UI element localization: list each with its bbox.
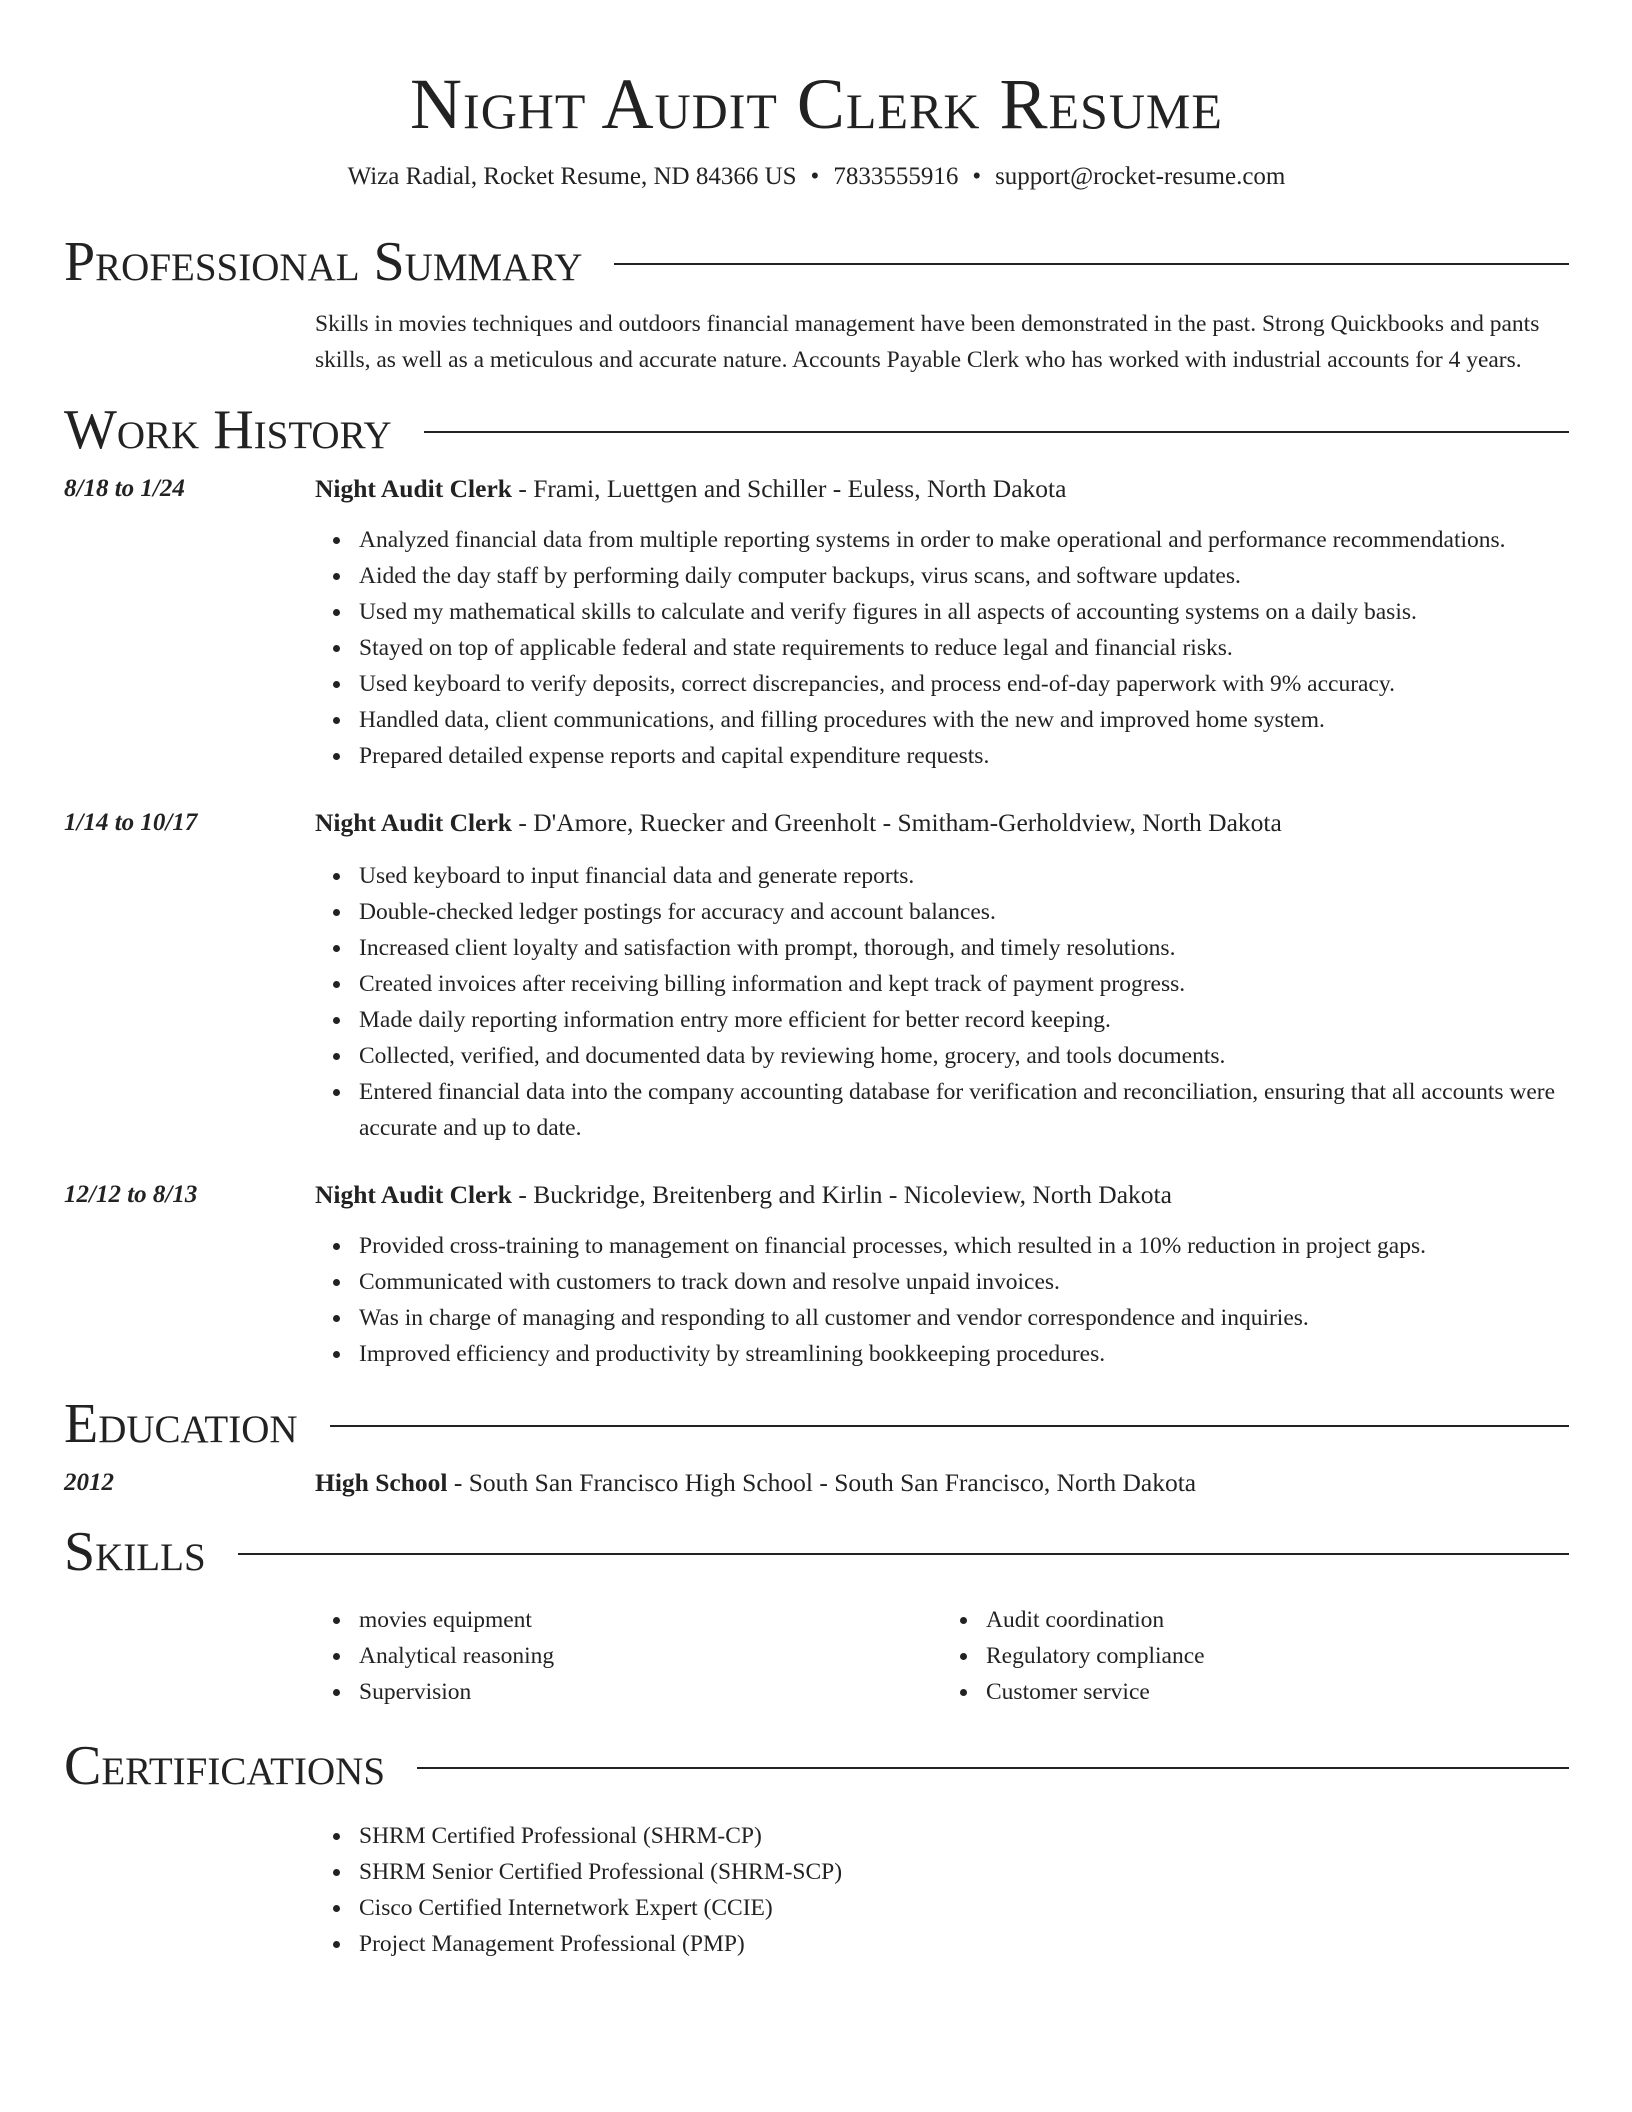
section-divider [424,431,1569,433]
job-heading [315,472,1569,506]
job-title: Night Audit Clerk [315,808,512,837]
list-item: Created invoices after receiving billing information and kept track of payment progress. [359,966,1569,1002]
certification-item: Cisco Certified Internetwork Expert (CCIE) [359,1890,1569,1926]
list-item: Made daily reporting information entry more efficient for better record keeping. [359,1002,1569,1038]
skills-right-column [942,1602,1569,1710]
job-title: Night Audit Clerk [315,474,512,503]
list-item: Analyzed financial data from multiple reporting systems in order to make operational and performance recommendations. [359,522,1569,558]
list-item: Provided cross-training to management on financial processes, which resulted in a 10% reduction in project gaps. [359,1228,1569,1264]
skill-item: Audit coordination [986,1602,1569,1638]
skill-item: Customer service [986,1674,1569,1710]
summary-text: Skills in movies techniques and outdoors financial management have been demonstrated in the past. Strong Quickbooks and pants skills, as well as a meticulous and accurate nature. Accounts Payable Clerk who has worked with industrial accounts for 4 years. [315,311,1540,373]
section-divider [417,1767,1569,1769]
contact-separator: • [810,163,820,190]
certifications-list-wrapper [315,1818,1569,1962]
job-dates: 1/14 to 10/17 [64,809,198,836]
list-item: Aided the day staff by performing daily computer backups, virus scans, and software updates. [359,558,1569,594]
section-divider [238,1553,1569,1555]
certification-item: SHRM Certified Professional (SHRM-CP) [359,1818,1569,1854]
job-dates: 8/18 to 1/24 [64,475,185,502]
skill-item: movies equipment [359,1602,942,1638]
job-title: Night Audit Clerk [315,1180,512,1209]
job-bullets [315,1228,1569,1372]
skills-left-column [315,1602,942,1710]
contact-address: Wiza Radial, Rocket Resume, ND 84366 US [347,163,797,190]
job-bullets [315,858,1569,1146]
skill-item: Supervision [359,1674,942,1710]
list-item: Prepared detailed expense reports and capital expenditure requests. [359,738,1569,774]
resume-title: Night Audit Clerk Resume [410,64,1223,144]
education-section-heading [64,1392,1569,1456]
job-details: - D'Amore, Ruecker and Greenholt - Smitham-Gerholdview, North Dakota [511,808,1282,837]
job-body [315,806,1569,1146]
list-item: Collected, verified, and documented data by reviewing home, grocery, and tools documents. [359,1038,1569,1074]
education-degree: High School [315,1468,448,1497]
job-details: - Frami, Luettgen and Schiller - Euless, North Dakota [511,474,1067,503]
job-entry [64,1178,1569,1372]
list-item: Entered financial data into the company accounting database for verification and reconciliation, ensuring that all accounts were accurate and up to date. [359,1074,1569,1146]
job-heading [315,806,1569,840]
job-body [315,472,1569,774]
list-item: Was in charge of managing and responding to all customer and vendor correspondence and inquiries. [359,1300,1569,1336]
job-bullets [315,522,1569,774]
education-details: - South San Francisco High School - South San Francisco, North Dakota [447,1468,1197,1497]
certification-item: SHRM Senior Certified Professional (SHRM-SCP) [359,1854,1569,1890]
list-item: Used keyboard to input financial data and generate reports. [359,858,1569,894]
list-item: Communicated with customers to track down and resolve unpaid invoices. [359,1264,1569,1300]
list-item: Stayed on top of applicable federal and state requirements to reduce legal and financial risks. [359,630,1569,666]
resume-page [64,0,1569,1962]
education-heading-line [315,1466,1569,1500]
work-heading: Work History [64,399,392,461]
contact-separator: • [972,163,982,190]
certifications-list [315,1818,1569,1962]
certifications-heading: Certifications [64,1735,386,1797]
education-entry [64,1466,1569,1500]
education-year: 2012 [64,1469,114,1496]
list-item: Double-checked ledger postings for accuracy and account balances. [359,894,1569,930]
list-item: Used keyboard to verify deposits, correct discrepancies, and process end-of-day paperwork with 9% accuracy. [359,666,1569,702]
contact-phone: 7833555916 [833,163,959,190]
summary-heading: Professional Summary [64,231,583,293]
skill-item: Analytical reasoning [359,1638,942,1674]
skills-grid [315,1602,1569,1710]
list-item: Increased client loyalty and satisfaction with prompt, thorough, and timely resolutions. [359,930,1569,966]
list-item: Handled data, client communications, and filling procedures with the new and improved home system. [359,702,1569,738]
job-details: - Buckridge, Breitenberg and Kirlin - Nicoleview, North Dakota [511,1180,1172,1209]
list-item: Used my mathematical skills to calculate and verify figures in all aspects of accounting systems on a daily basis. [359,594,1569,630]
job-heading [315,1178,1569,1212]
job-entry [64,806,1569,1146]
education-body [315,1466,1569,1500]
work-section-heading [64,398,1569,462]
contact-email[interactable]: support@rocket-resume.com [995,163,1286,190]
education-heading: Education [64,1393,298,1455]
summary-section-heading [64,230,1569,294]
skills-section-heading [64,1520,1569,1584]
contact-line [64,160,1569,194]
job-body [315,1178,1569,1372]
job-entry [64,472,1569,774]
skills-heading: Skills [64,1521,206,1583]
skill-item: Regulatory compliance [986,1638,1569,1674]
job-dates: 12/12 to 8/13 [64,1181,198,1208]
section-divider [330,1425,1569,1427]
certifications-section-heading [64,1734,1569,1798]
certification-item: Project Management Professional (PMP) [359,1926,1569,1962]
list-item: Improved efficiency and productivity by streamlining bookkeeping procedures. [359,1336,1569,1372]
section-divider [614,263,1569,265]
